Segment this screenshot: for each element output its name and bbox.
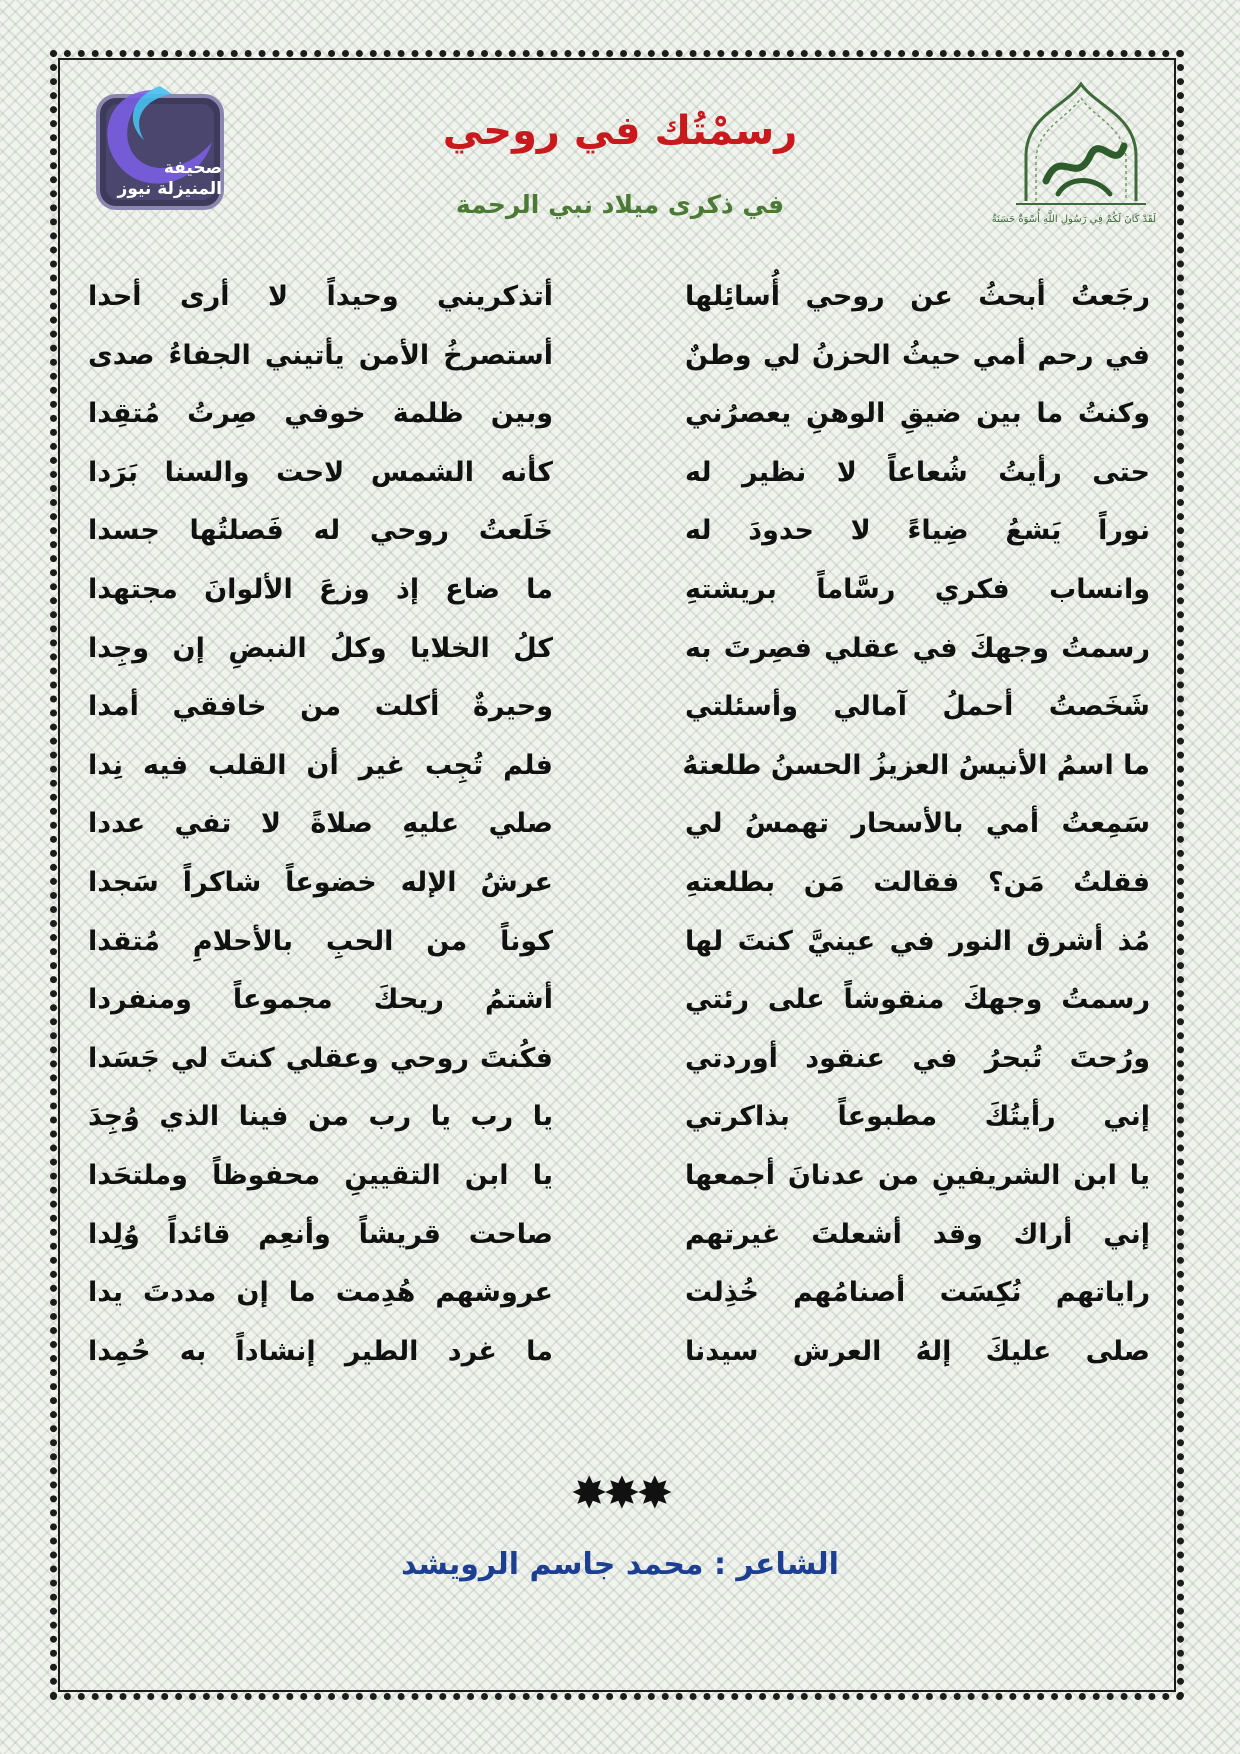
verse-line: يا رب يا رب من فينا الذي وُجِدَ bbox=[88, 1101, 553, 1133]
verse-line: خَلَعتُ روحي له فَصلتُها جسدا bbox=[88, 515, 553, 547]
poem-subtitle: في ذكرى ميلاد نبي الرحمة bbox=[455, 190, 785, 219]
poem-left-column bbox=[88, 268, 553, 1381]
verse-line: وبين ظلمة خوفي صِرتُ مُتقِدا bbox=[88, 398, 553, 430]
verse-line: يا ابن الشريفينِ من عدنانَ أجمعها bbox=[685, 1159, 1150, 1191]
calligraphy-emblem bbox=[991, 76, 1156, 236]
verse-line: صاحت قريشاً وأنعِم قائداً وُلِدا bbox=[88, 1218, 553, 1250]
verse-line: ما غرد الطير إنشاداً به حُمِدا bbox=[88, 1335, 553, 1367]
verse-line: كوناً من الحبِ بالأحلامِ مُتقدا bbox=[88, 925, 553, 957]
verse-line: صلي عليهِ صلاةً لا تفي عددا bbox=[88, 808, 553, 840]
verse-line: وحيرةٌ أكلت من خافقي أمدا bbox=[88, 691, 553, 723]
verse-line: صلى عليكَ إلهُ العرش سيدنا bbox=[685, 1335, 1150, 1367]
poet-credit: الشاعر : محمد جاسم الرويشد bbox=[401, 1547, 839, 1582]
verse-line: ما اسمُ الأنيسُ العزيزُ الحسنُ طلعتهُ bbox=[682, 749, 1150, 781]
verse-line: حتى رأيتُ شُعاعاً لا نظير له bbox=[685, 456, 1150, 488]
verse-line: إني رأيتُكَ مطبوعاً بذاكرتي bbox=[685, 1101, 1150, 1133]
verse-line: وكنتُ ما بين ضيقِ الوهنِ يعصرُني bbox=[685, 398, 1150, 430]
verse-line: سَمِعتُ أمي بالأسحار تهمسُ لي bbox=[685, 808, 1150, 840]
verse-line: أستصرخُ الأمن يأتيني الجفاءُ صدى bbox=[88, 339, 553, 371]
verse-line: عرشُ الإله خضوعاً شاكراً سَجدا bbox=[88, 866, 553, 898]
verse-line: ما ضاع إذ وزعَ الألوانَ مجتهدا bbox=[88, 573, 553, 605]
verse-line: فكُنتَ روحي وعقلي كنتَ لي جَسَدا bbox=[88, 1042, 553, 1074]
verse-line: كلُ الخلايا وكلُ النبضِ إن وجِدا bbox=[88, 632, 553, 664]
verse-line: فلم تُجِب غير أن القلب فيه نِدا bbox=[88, 749, 553, 781]
verse-line: يا ابن التقيينِ محفوظاً وملتحَدا bbox=[88, 1159, 553, 1191]
verse-line: في رحم أمي حيثُ الحزنُ لي وطنٌ bbox=[685, 339, 1150, 371]
verse-line: راياتهم نُكِسَت أصنامُهم خُذِلت bbox=[685, 1277, 1150, 1309]
verse-line: رسمتُ وجهكَ منقوشاً على رئتي bbox=[685, 984, 1150, 1016]
news-logo bbox=[92, 82, 232, 222]
news-logo-text: صحيفة المنيزلة نيوز bbox=[117, 158, 222, 199]
verse-line: وانساب فكري رسَّاماً بريشتهِ bbox=[685, 573, 1150, 605]
verse-line: رسمتُ وجهكَ في عقلي فصِرتَ به bbox=[685, 632, 1150, 664]
verse-line: كأنه الشمس لاحت والسنا بَرَدا bbox=[88, 456, 553, 488]
verse-line: ورُحتَ تُبحرُ في عنقود أوردتي bbox=[685, 1042, 1150, 1074]
verse-line: أتذكريني وحيداً لا أرى أحدا bbox=[88, 281, 553, 312]
verse-line: رجَعتُ أبحثُ عن روحي أُسائِلها bbox=[685, 281, 1150, 312]
poem-right-column bbox=[682, 268, 1150, 1381]
verse-line: فقلتُ مَن؟ فقالت مَن بطلعتهِ bbox=[685, 866, 1150, 898]
star-separator: ✸✸✸ bbox=[570, 1468, 670, 1519]
poem-title: رسمْتُك في روحي bbox=[442, 108, 798, 154]
emblem-tagline: لَقَدْ كَانَ لَكُمْ فِي رَسُولِ اللَّهِ أُسْوَةٌ حَسَنَةٌ bbox=[991, 214, 1156, 225]
verse-line: عروشهم هُدِمت ما إن مددتَ يدا bbox=[88, 1277, 553, 1309]
news-logo-icon bbox=[92, 82, 232, 222]
verse-line: أشتمُ ريحكَ مجموعاً ومنفردا bbox=[88, 984, 553, 1016]
mosque-dome-icon bbox=[1006, 76, 1156, 216]
verse-line: شَخَصتُ أحملُ آمالي وأسئلتي bbox=[685, 691, 1150, 723]
verse-line: إني أراك وقد أشعلتَ غيرتهم bbox=[685, 1218, 1150, 1250]
verse-line: مُذ أشرق النور في عينيَّ كنتَ لها bbox=[685, 925, 1150, 957]
verse-line: نوراً يَشعُ ضِياءً لا حدودَ له bbox=[685, 515, 1150, 547]
